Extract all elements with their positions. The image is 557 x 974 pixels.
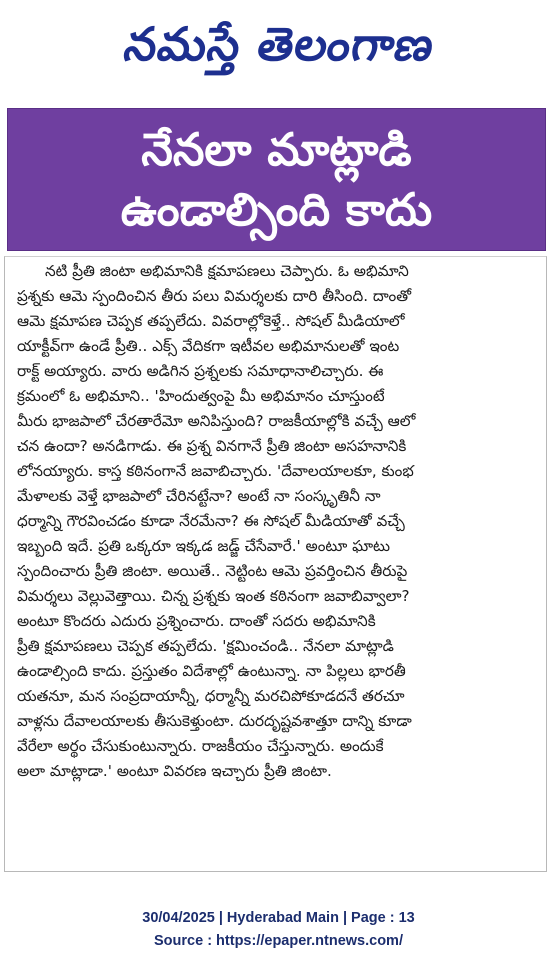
- article-line: స్పందించారు ప్రీతి జింటా. అయితే.. నెట్టింట ఆమె ప్రవర్తించిన తీరుపై: [17, 562, 408, 580]
- article-line: లోనయ్యారు. కాస్త కఠినంగానే జవాబిచ్చారు. 'దేవాలయాలకూ, కుంభ: [17, 462, 414, 480]
- article-line: మేళాలకు వెళ్తే భాజపాలో చేరినట్టేనా? అంటే నా సంస్కృతినీ నా: [17, 487, 381, 505]
- footer-source: Source : https://epaper.ntnews.com/: [154, 933, 403, 949]
- article-line: ఉండాల్సింది కాదు. ప్రస్తుతం విదేశాల్లో ఉంటున్నా. నా పిల్లలు భారతీ: [17, 662, 406, 680]
- article-line: అలా మాట్లాడా.' అంటూ వివరణ ఇచ్చారు ప్రీతి జింటా.: [17, 762, 332, 780]
- article-line: క్రమంలో ఓ అభిమాని.. 'హిందుత్వంపై మీ అభిమానం చూస్తుంటే: [17, 387, 385, 405]
- headline-banner: [7, 108, 546, 251]
- article-line: మీరు భాజపాలో చేరతారేమో అనిపిస్తుంది? రాజకీయాల్లోకి వచ్చే ఆలో: [17, 412, 416, 430]
- headline-line-1: నేనలా మాట్లాడి: [141, 122, 412, 176]
- article-line: యాక్టీవ్‌గా ఉండే ప్రీతి.. ఎక్స్ వేదికగా ఇటీవల అభిమానులతో ఇంట: [17, 337, 400, 355]
- article-line: నటి ప్రీతి జింటా అభిమానికి క్షమాపణలు చెప్పారు. ఓ అభిమాని: [45, 262, 409, 280]
- article-line: ధర్మాన్ని గౌరవించడం కూడా నేరమేనా? ఈ సోషల్ మీడియాతో వచ్చే: [17, 512, 405, 530]
- article-line: ప్రశ్నకు ఆమె స్పందించిన తీరు పలు విమర్శలకు దారి తీసింది. దాంతో: [17, 287, 412, 305]
- footer-date-edition: 30/04/2025 | Hyderabad Main | Page : 13: [142, 910, 415, 926]
- article-line: విమర్శలు వెల్లువెత్తాయి. చిన్న ప్రశ్నకు ఇంత కఠినంగా జవాబివ్వాలా?: [17, 587, 410, 605]
- masthead: [0, 0, 557, 100]
- article-line: ఇబ్బంది ఇదే. ప్రతి ఒక్కరూ ఇక్కడ జడ్జ్ చేసేవారే.' అంటూ ఘాటు: [17, 537, 391, 555]
- newspaper-logo: నమస్తే తెలంగాణ: [120, 17, 439, 71]
- article-body: [4, 256, 547, 872]
- headline-line-2: ఉండాల్సింది కాదు: [120, 182, 433, 236]
- article-line: చన ఉందా? అనడిగాడు. ఈ ప్రశ్న వినగానే ప్రీతి జింటా అసహనానికి: [17, 437, 407, 455]
- article-line: అంటూ కొందరు ఎదురు ప్రశ్నించారు. దాంతో సదరు అభిమానికి: [17, 612, 376, 630]
- article-line: యతనూ, మన సంప్రదాయాన్నీ, ధర్మాన్నీ మరచిపోకూడదనే తరచూ: [17, 687, 405, 705]
- article-line: రాక్ట్ అయ్యారు. వారు అడిగిన ప్రశ్నలకు సమాధానాలిచ్చారు. ఈ: [17, 362, 384, 380]
- article-line: వేరేలా అర్థం చేసుకుంటున్నారు. రాజకీయం చేస్తున్నారు. అందుకే: [17, 737, 384, 755]
- article-line: వాళ్లను దేవాలయాలకు తీసుకెళ్తుంటా. దురదృష్టవశాత్తూ దాన్ని కూడా: [17, 712, 412, 730]
- article-line: ఆమె క్షమాపణ చెప్పక తప్పలేదు. వివరాల్లోకెళ్తే.. సోషల్ మీడియాలో: [17, 312, 405, 330]
- article-line: ప్రీతి క్షమాపణలు చెప్పక తప్పలేదు. 'క్షమించండి.. నేనలా మాట్లాడి: [17, 637, 394, 655]
